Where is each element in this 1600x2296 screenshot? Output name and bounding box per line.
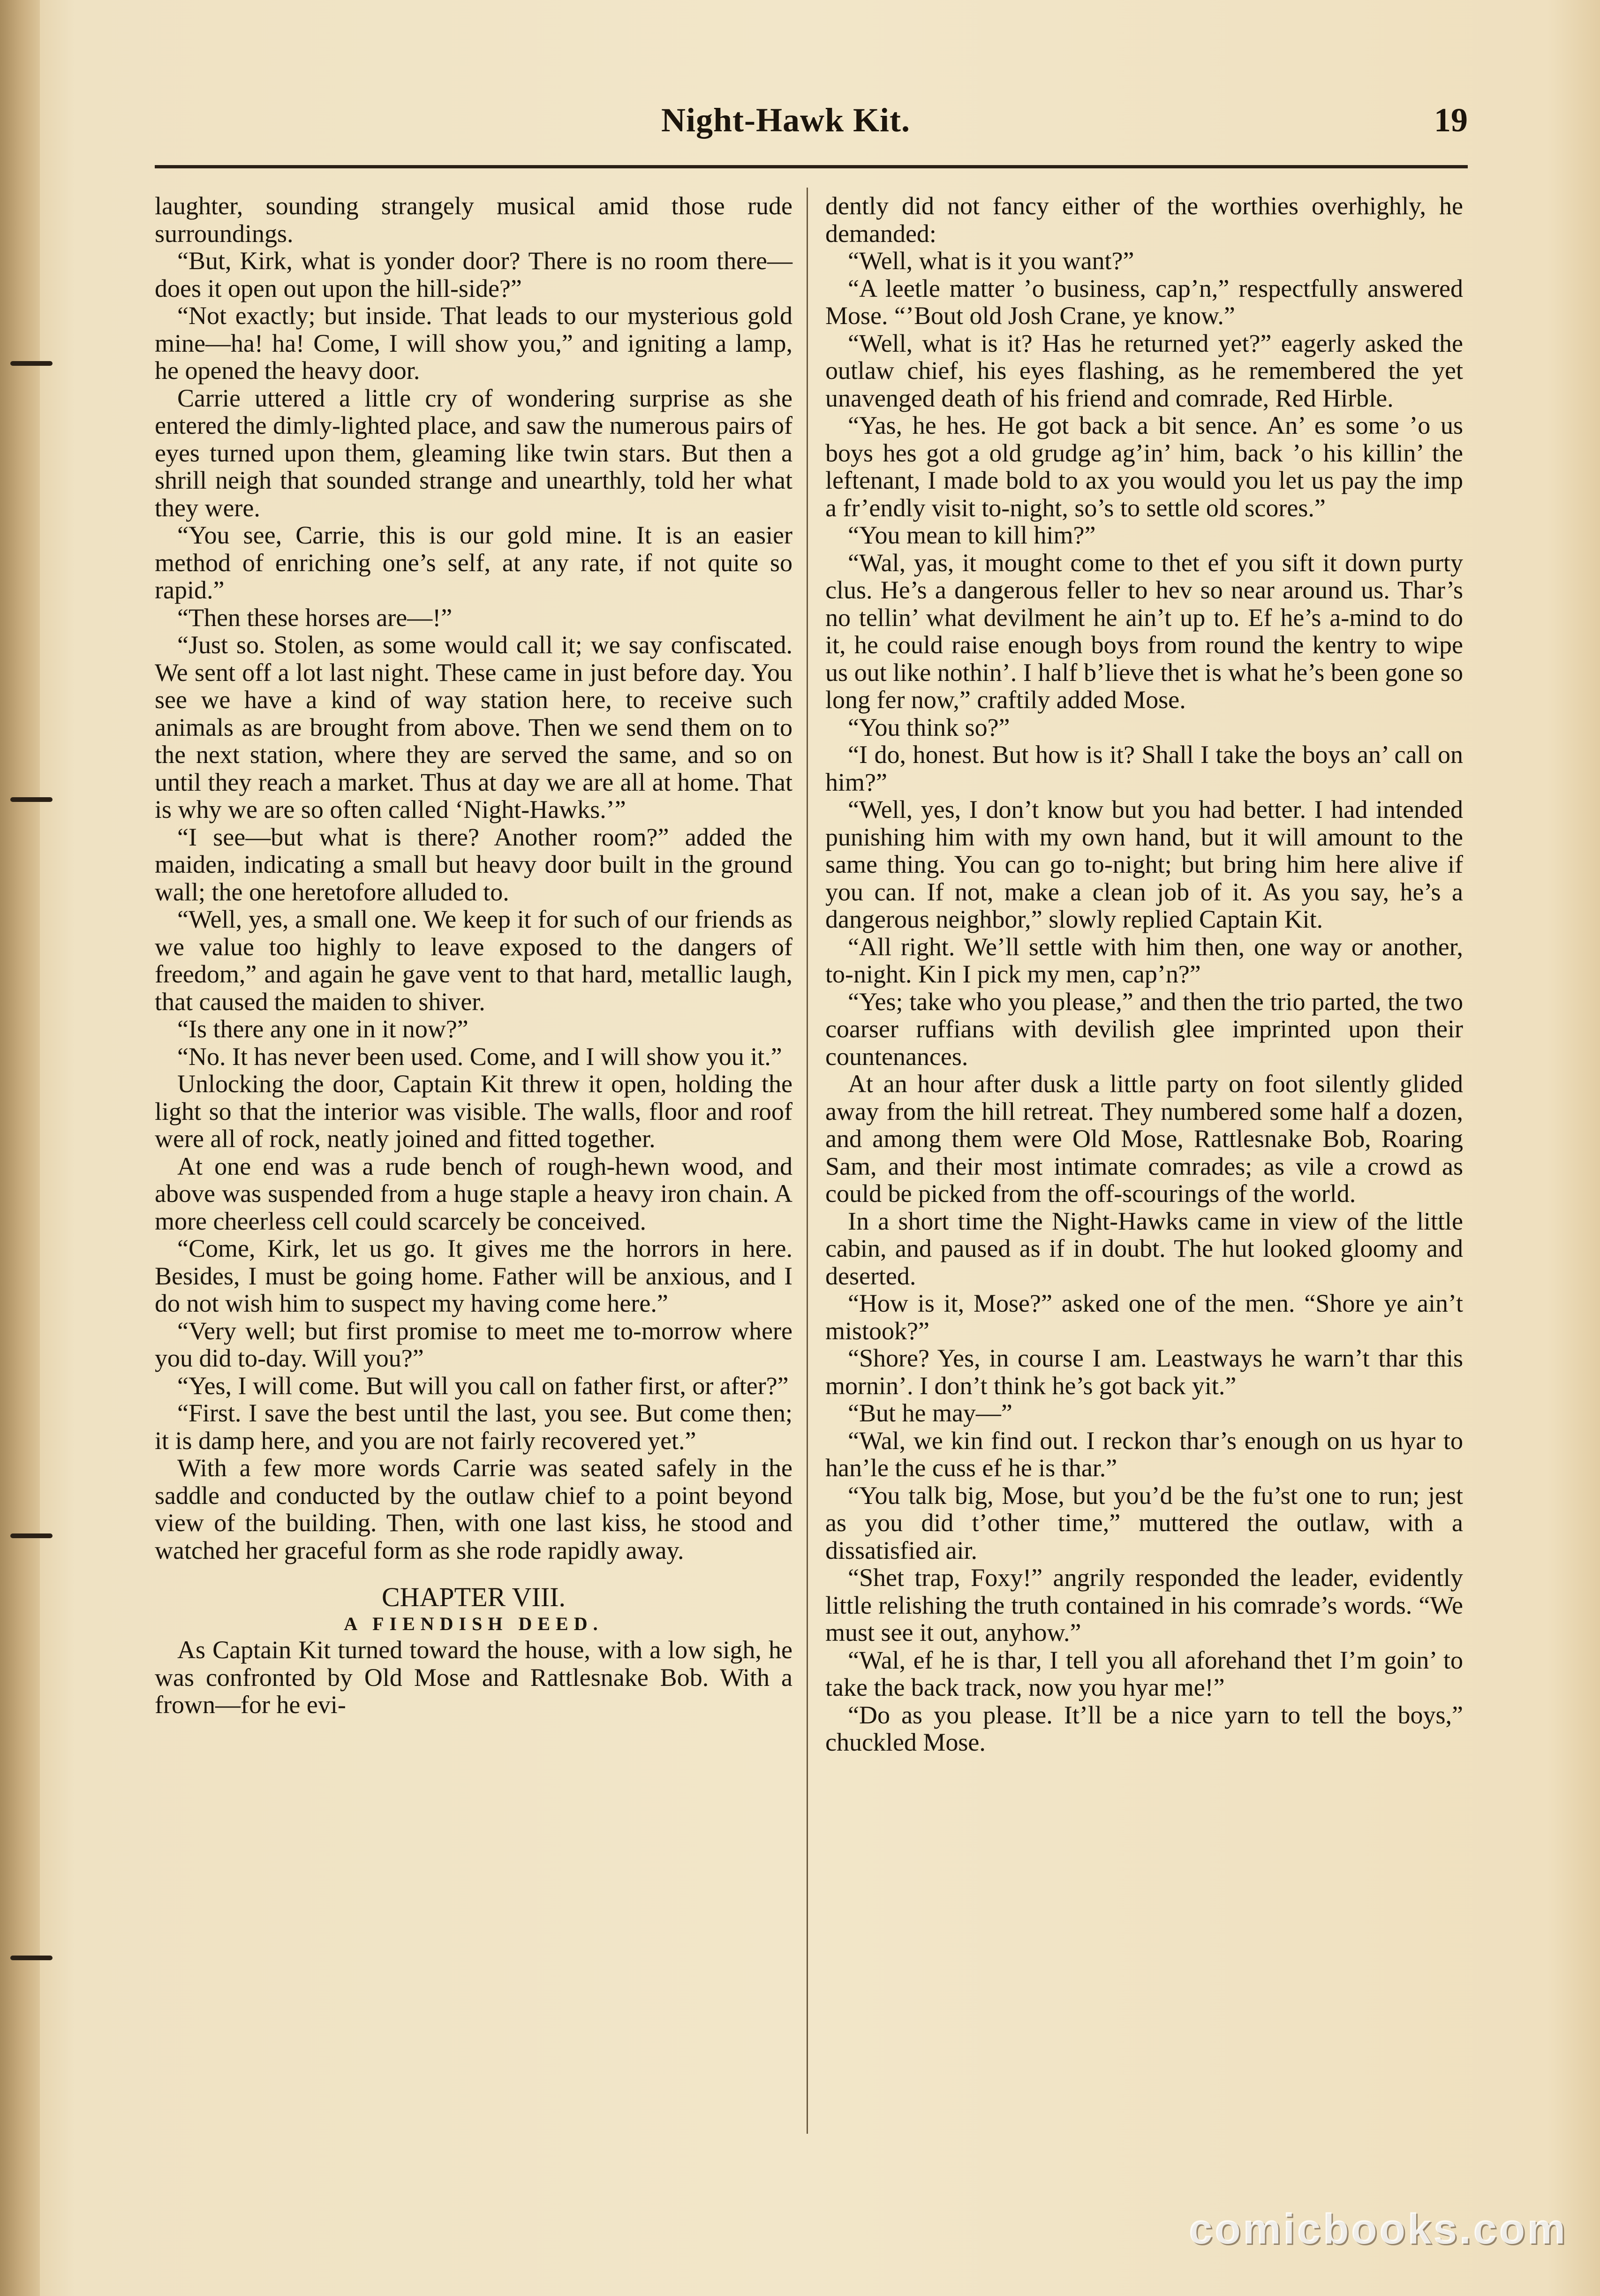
running-title: Night-Hawk Kit. bbox=[661, 101, 911, 139]
paragraph: At one end was a rude bench of rough-hewn wood, and above was suspended from a huge staple a heavy iron chain. A more cheerless cell could scarcely be conceived. bbox=[155, 1152, 792, 1235]
watermark: comicbooks.com bbox=[1188, 2205, 1567, 2253]
paragraph: laughter, sounding strangely musical amid those rude surroundings. bbox=[155, 192, 792, 248]
binding-stitch-1 bbox=[10, 361, 53, 366]
binding-stitch-3 bbox=[10, 1533, 53, 1538]
paragraph: “All right. We’ll settle with him then, one way or another, to-night. Kin I pick my men, cap’n?” bbox=[825, 932, 1463, 988]
paragraph: “But he may—” bbox=[848, 1399, 1012, 1427]
header-rule bbox=[155, 165, 1468, 168]
paragraph: “No. It has never been used. Come, and I will show you it.” bbox=[177, 1042, 782, 1071]
paragraph: “Yes; take who you please,” and then the trio parted, the two coarser ruffians with devilish glee imprinted upon their countenances. bbox=[825, 987, 1463, 1071]
paragraph: “Not exactly; but inside. That leads to our mysterious gold mine—ha! ha! Come, I will show you,” and igniting a lamp, he opened the heavy door. bbox=[155, 302, 792, 385]
paragraph: “Yes, I will come. But will you call on father first, or after?” bbox=[177, 1371, 789, 1400]
paragraph: Carrie uttered a little cry of wondering surprise as she entered the dimly-lighted place, and saw the numerous pairs of eyes turned upon them, gleaming like twin stars. But then a shrill neigh that sounded strange and unearthly, told her what they were. bbox=[155, 384, 792, 522]
paragraph: “Shet trap, Foxy!” angrily responded the leader, evidently little relishing the truth contained in his comrade’s words. “We must see it out, anyhow.” bbox=[825, 1563, 1463, 1646]
paragraph: With a few more words Carrie was seated safely in the saddle and conducted by the outlaw chief to a point beyond view of the building. Then, with one last kiss, he stood and watched her graceful form as she rode rapidly away. bbox=[155, 1454, 792, 1564]
binding-stitch-2 bbox=[10, 797, 53, 802]
paragraph: “Well, what is it you want?” bbox=[848, 247, 1134, 275]
paragraph: “Then these horses are—!” bbox=[177, 603, 453, 632]
paragraph: “But, Kirk, what is yonder door? There is no room there—does it open out upon the hill-side?” bbox=[155, 247, 792, 302]
page-number: 19 bbox=[1434, 101, 1468, 139]
paragraph: Unlocking the door, Captain Kit threw it open, holding the light so that the interior was visible. The walls, floor and roof were all of rock, neatly joined and fitted together. bbox=[155, 1070, 792, 1153]
binding-stitch-4 bbox=[10, 1956, 53, 1960]
paragraph: “Well, yes, a small one. We keep it for such of our friends as we value too highly to leave exposed to the dangers of freedom,” and again he gave vent to that hard, metallic laugh, that caused the maiden to shiver. bbox=[155, 905, 792, 1016]
paragraph: “I see—but what is there? Another room?” added the maiden, indicating a small but heavy door built in the ground wall; the one heretofore alluded to. bbox=[155, 823, 792, 906]
paragraph: “First. I save the best until the last, you see. But come then; it is damp here, and you are not fairly recovered yet.” bbox=[155, 1399, 792, 1455]
paragraph: “Do as you please. It’ll be a nice yarn to tell the boys,” chuckled Mose. bbox=[825, 1700, 1463, 1756]
paragraph: “You see, Carrie, this is our gold mine. It is an easier method of enriching one’s self, at any rate, if not quite so rapid.” bbox=[155, 521, 792, 604]
binding-spine bbox=[0, 0, 40, 2296]
paragraph: “Wal, ef he is thar, I tell you all aforehand thet I’m goin’ to take the back track, now you hyar me!” bbox=[825, 1646, 1463, 1701]
chapter-heading: CHAPTER VIII. bbox=[381, 1582, 566, 1612]
chapter-subtitle: A FIENDISH DEED. bbox=[344, 1613, 604, 1634]
paragraph: “Very well; but first promise to meet me to-morrow where you did to-day. Will you?” bbox=[155, 1316, 792, 1372]
paragraph: “Just so. Stolen, as some would call it; we say confiscated. We sent off a lot last night. These came in just before day. You see we have a kind of way station here, to receive such animals as are brought from above. Then we send them on to the next station, where they are served the same, and so on until they reach a market. Thus at day we are all at home. That is why we are so often called ‘Night-Hawks.’” bbox=[155, 631, 792, 823]
paragraph: At an hour after dusk a little party on foot silently glided away from the hill retreat. They numbered some half a dozen, and among them were Old Mose, Rattlesnake Bob, Roaring Sam, and their most intimate comrades; as vile a crowd as could be picked from the off-scourings of the world. bbox=[825, 1070, 1463, 1208]
paragraph: “Well, yes, I don’t know but you had better. I had intended punishing him with my own hand, but it will amount to the same thing. You can go to-night; but bring him here alive if you can. If not, make a clean job of it. As you say, he’s a dangerous neighbor,” slowly replied Captain Kit. bbox=[825, 795, 1463, 933]
column-divider bbox=[807, 188, 808, 2134]
paragraph: “Wal, yas, it mought come to thet ef you sift it down purty clus. He’s a dangerous feller to hev so near around us. Thar’s no tellin’ what devilment he ain’t up to. Ef he’s a-mind to do it, he could raise enough boys from round the kentry to wipe us out like nothin’. I half b’lieve thet is what he’s been gone so long fer now,” craftily added Mose. bbox=[825, 548, 1463, 714]
paragraph: As Captain Kit turned toward the house, with a low sigh, he was confronted by Old Mose and Rattlesnake Bob. With a frown—for he evi- bbox=[155, 1636, 792, 1719]
paragraph: “Wal, we kin find out. I reckon thar’s enough on us hyar to han’le the cuss ef he is thar.” bbox=[825, 1426, 1463, 1482]
paragraph: “You mean to kill him?” bbox=[848, 521, 1096, 549]
paragraph: “Come, Kirk, let us go. It gives me the horrors in here. Besides, I must be going home. Father will be anxious, and I do not wish him to suspect my having come here.” bbox=[155, 1234, 792, 1317]
paragraph: “Is there any one in it now?” bbox=[177, 1015, 468, 1043]
paragraph: In a short time the Night-Hawks came in view of the little cabin, and paused as if in doubt. The hut looked gloomy and deserted. bbox=[825, 1207, 1463, 1290]
paragraph: dently did not fancy either of the worthies overhighly, he demanded: bbox=[825, 192, 1463, 248]
paragraph: “A leetle matter ’o business, cap’n,” respectfully answered Mose. “’Bout old Josh Crane, ye know.” bbox=[825, 274, 1463, 330]
paragraph: “I do, honest. But how is it? Shall I take the boys an’ call on him?” bbox=[825, 740, 1463, 796]
page-header bbox=[155, 101, 1468, 152]
paragraph: “Yas, he hes. He got back a bit sence. An’ es some ’o us boys hes got a old grudge ag’in’ him, back ’o his killin’ the leftenant, I made bold to ax you would you let us pay the imp a fr’endly visit to-night, so’s to settle old scores.” bbox=[825, 411, 1463, 522]
right-column bbox=[825, 192, 1463, 1756]
paragraph: “You think so?” bbox=[848, 713, 1010, 741]
paragraph: “How is it, Mose?” asked one of the men. “Shore ye ain’t mistook?” bbox=[825, 1289, 1463, 1345]
left-column bbox=[155, 192, 792, 1719]
paragraph: “You talk big, Mose, but you’d be the fu’st one to run; jest as you did t’other time,” muttered the outlaw, with a dissatisfied air. bbox=[825, 1481, 1463, 1564]
paragraph: “Shore? Yes, in course I am. Leastways he warn’t thar this mornin’. I don’t think he’s got back yit.” bbox=[825, 1344, 1463, 1400]
paragraph: “Well, what is it? Has he returned yet?” eagerly asked the outlaw chief, his eyes flashing, as he remembered the yet unavenged death of his friend and comrade, Red Hirble. bbox=[825, 329, 1463, 412]
